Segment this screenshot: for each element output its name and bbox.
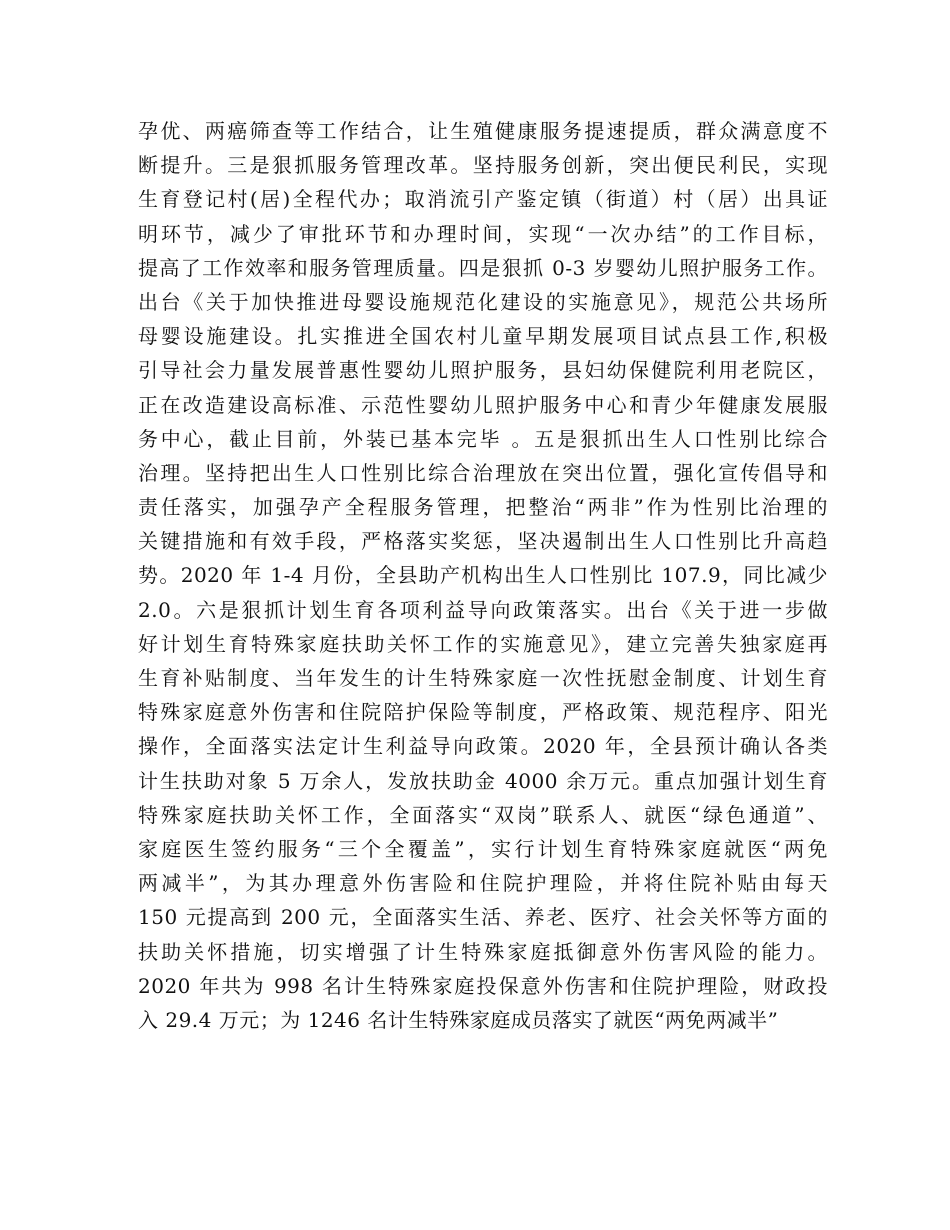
text-line: 明环节，减少了审批环节和办理时间，实现“一次办结”的工作目标， <box>138 221 828 246</box>
text-line: 家庭医生签约服务“三个全覆盖”，实行计划生育特殊家庭就医“两免 <box>138 836 828 861</box>
text-line: 关键措施和有效手段，严格落实奖惩，坚决遏制出生人口性别比升高趋 <box>138 529 828 554</box>
text-line: 生育登记村(居)全程代办；取消流引产鉴定镇（街道）村（居）出具证 <box>138 187 828 212</box>
text-line: 务中心，截止目前，外装已基本完毕 。五是狠抓出生人口性别比综合 <box>138 426 828 451</box>
text-line: 扶助关怀措施，切实增强了计生特殊家庭抵御意外伤害风险的能力。 <box>138 939 828 964</box>
body-paragraph <box>138 114 828 1037</box>
text-line: 入 29.4 万元；为 1246 名计生特殊家庭成员落实了就医“两免两减半” <box>138 1007 779 1032</box>
text-line: 生育补贴制度、当年发生的计生特殊家庭一次性抚慰金制度、计划生育 <box>138 666 828 690</box>
text-line: 操作，全面落实法定计生利益导向政策。2020 年，全县预计确认各类 <box>138 734 828 759</box>
text-line: 断提升。三是狠抓服务管理改革。坚持服务创新，突出便民利民，实现 <box>138 153 828 178</box>
text-line: 出台《关于加快推进母婴设施规范化建设的实施意见》，规范公共场所 <box>138 289 828 314</box>
text-line: 2020 年共为 998 名计生特殊家庭投保意外伤害和住院护理险，财政投 <box>138 973 828 998</box>
text-line: 势。2020 年 1-4 月份，全县助产机构出生人口性别比 107.9，同比减少 <box>138 563 828 588</box>
text-line: 正在改造建设高标准、示范性婴幼儿照护服务中心和青少年健康发展服 <box>138 392 828 417</box>
text-line: 特殊家庭扶助关怀工作，全面落实“双岗”联系人、就医“绿色通道”、 <box>138 802 828 827</box>
text-line: 母婴设施建设。扎实推进全国农村儿童早期发展项目试点县工作,积极 <box>138 324 828 349</box>
text-line: 2.0。六是狠抓计划生育各项利益导向政策落实。出台《关于进一步做 <box>138 597 828 622</box>
text-line: 150 元提高到 200 元，全面落实生活、养老、医疗、社会关怀等方面的 <box>138 905 828 930</box>
text-line: 引导社会力量发展普惠性婴幼儿照护服务，县妇幼保健院利用老院区， <box>138 358 828 383</box>
text-line: 好计划生育特殊家庭扶助关怀工作的实施意见》，建立完善失独家庭再 <box>138 631 828 656</box>
text-line: 治理。坚持把出生人口性别比综合治理放在突出位置，强化宣传倡导和 <box>138 460 828 485</box>
text-line: 提高了工作效率和服务管理质量。四是狠抓 0-3 岁婴幼儿照护服务工作。 <box>138 255 828 280</box>
text-line: 特殊家庭意外伤害和住院陪护保险等制度，严格政策、规范程序、阳光 <box>138 700 828 725</box>
text-line: 责任落实，加强孕产全程服务管理，把整治“两非”作为性别比治理的 <box>138 495 828 520</box>
text-line: 计生扶助对象 5 万余人，发放扶助金 4000 余万元。重点加强计划生育 <box>138 768 828 793</box>
text-line: 两减半”，为其办理意外伤害险和住院护理险，并将住院补贴由每天 <box>138 871 828 896</box>
text-line: 孕优、两癌筛查等工作结合，让生殖健康服务提速提质，群众满意度不 <box>138 119 828 143</box>
